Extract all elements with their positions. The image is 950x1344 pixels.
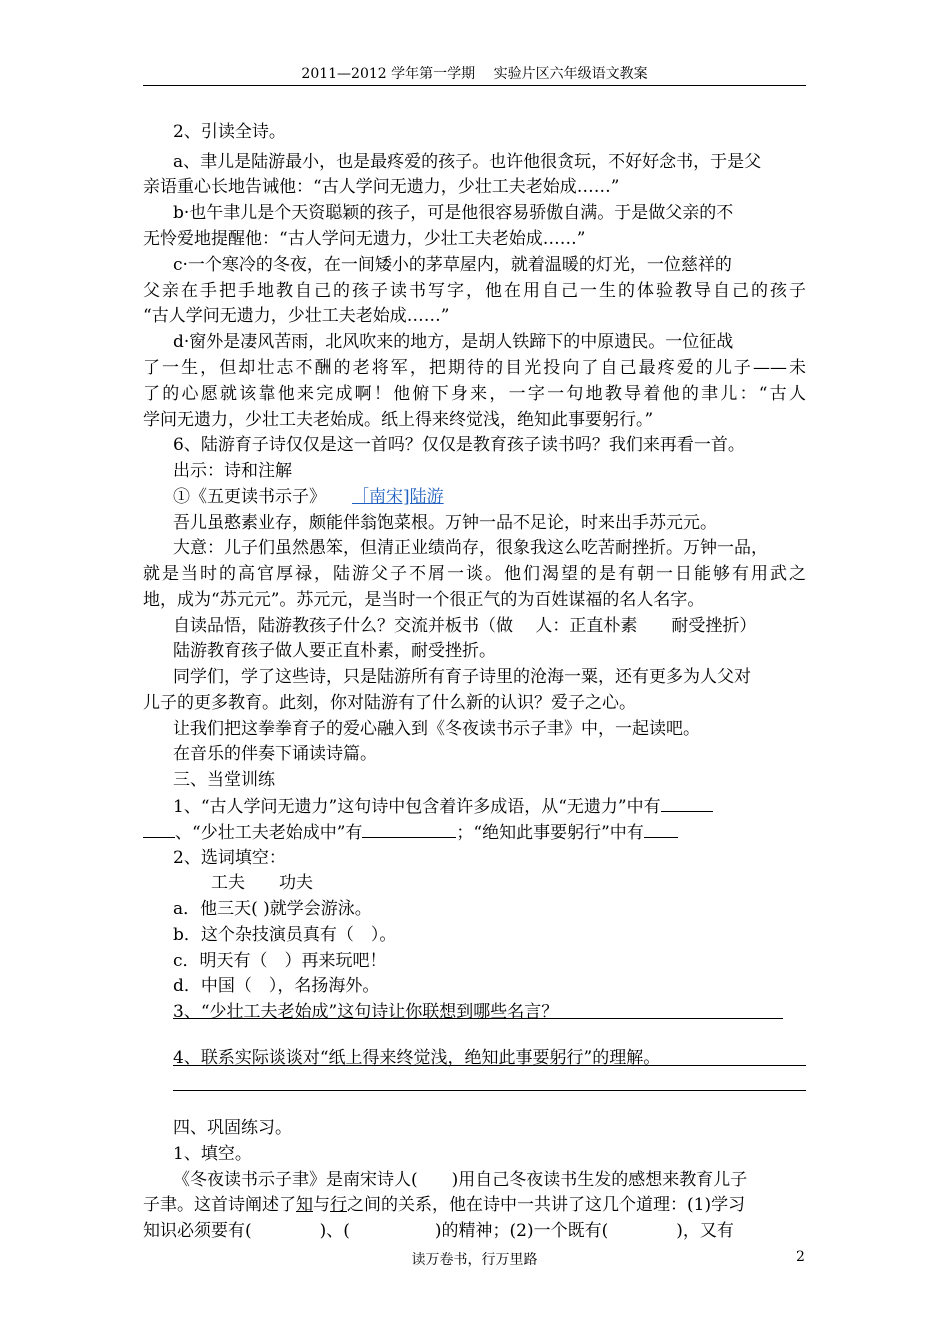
paragraph: 无怜爱地提醒他：“古人学问无遗力，少壮工夫老始成……” bbox=[143, 229, 586, 249]
page-footer: 读万卷书，行万里路 bbox=[411, 1252, 538, 1268]
poem-title: ①《五更读书示子》 bbox=[173, 487, 326, 507]
paragraph: 6、陆游育子诗仅仅是这一首吗？仅仅是教育孩子读书吗？我们来再看一首。 bbox=[173, 435, 745, 455]
page-number: 2 bbox=[796, 1249, 805, 1265]
answer-blank[interactable] bbox=[362, 821, 456, 838]
exercise-line: 知识必须要有( )、( )的精神；(2)一个既有( )，又有 bbox=[143, 1221, 734, 1241]
paragraph: b·也午聿儿是个天资聪颖的孩子，可是他很容易骄傲自满。于是做父亲的不 bbox=[173, 203, 734, 223]
exercise-line: b．这个杂技演员真有（ ）。 bbox=[173, 925, 397, 945]
exercise-line: 4、联系实际谈谈对“纸上得来终觉浅，绝知此事要躬行”的理解。 bbox=[173, 1048, 661, 1068]
paragraph: 了一生，但却壮志不酬的老将军，把期待的目光投向了自己最疼爱的儿子——未 bbox=[143, 358, 806, 378]
exercise-text: 、“少壮工夫老始成中”有 bbox=[175, 823, 363, 843]
answer-line[interactable] bbox=[173, 1090, 806, 1091]
paragraph: 就是当时的高官厚禄，陆游父子不屑一谈。他们渴望的是有朝一日能够有用武之 bbox=[143, 564, 806, 584]
paragraph: c·一个寒冷的冬夜，在一间矮小的茅草屋内，就着温暖的灯光，一位慈祥的 bbox=[173, 255, 732, 275]
page-header: 2011—2012 学年第一学期 实验片区六年级语文教案 bbox=[301, 66, 648, 82]
exercise-text: 与 bbox=[313, 1195, 330, 1215]
paragraph: 陆游教育孩子做人要正直朴素，耐受挫折。 bbox=[173, 641, 496, 661]
paragraph: 儿子的更多教育。此刻，你对陆游有了什么新的认识？爱子之心。 bbox=[143, 693, 636, 713]
paragraph: 父亲在手把手地教自己的孩子读书写字，他在用自己一生的体验教导自己的孩子 bbox=[143, 281, 806, 301]
paragraph: 亲语重心长地告诫他：“古人学问无遗力，少壮工夫老始成……” bbox=[143, 177, 620, 197]
poet-link[interactable]: ［南宋]陆游 bbox=[352, 487, 444, 507]
word-choices: 工夫 功夫 bbox=[211, 873, 313, 893]
paragraph: 地，成为“苏元元”。苏元元，是当时一个很正气的为百姓谋福的名人名字。 bbox=[143, 590, 705, 610]
exercise-line bbox=[143, 821, 806, 844]
underlined-word: 知 bbox=[296, 1195, 313, 1215]
exercise-line bbox=[173, 795, 713, 818]
header-rule bbox=[143, 85, 806, 86]
paragraph: “古人学问无遗力，少壮工夫老始成……” bbox=[143, 306, 450, 326]
exercise-line: a．他三天( )就学会游泳。 bbox=[173, 899, 372, 919]
paragraph: 学问无遗力，少壮工夫老始成。纸上得来终觉浅，绝知此事要躬行。” bbox=[143, 410, 654, 430]
underlined-word: 行 bbox=[330, 1195, 347, 1215]
section-heading: 三、当堂训练 bbox=[173, 770, 275, 790]
exercise-text: 子聿。这首诗阐述了 bbox=[143, 1195, 296, 1215]
exercise-line: 《冬夜读书示子聿》是南宋诗人( )用自己冬夜读书生发的感想来教育儿子 bbox=[173, 1170, 748, 1190]
paragraph: 在音乐的伴奏下诵读诗篇。 bbox=[173, 744, 377, 764]
answer-line[interactable] bbox=[173, 1018, 783, 1019]
exercise-line: 3、“少壮工夫老始成”这句诗让你联想到哪些名言？ bbox=[173, 1002, 559, 1022]
exercise-text: 1、“古人学问无遗力”这句诗中包含着许多成语，从“无遗力”中有 bbox=[173, 797, 661, 817]
answer-blank[interactable] bbox=[661, 795, 713, 812]
paragraph: 2、引读全诗。 bbox=[173, 122, 286, 142]
paragraph: a、聿儿是陆游最小，也是最疼爱的孩子。也许他很贪玩，不好好念书，于是父 bbox=[173, 152, 762, 172]
paragraph: 自读品悟，陆游教孩子什么？交流并板书（做 人：正直朴素 耐受挫折） bbox=[173, 616, 757, 636]
answer-blank[interactable] bbox=[644, 821, 678, 838]
exercise-line: c．明天有（ ）再来玩吧！ bbox=[173, 951, 387, 971]
answer-blank[interactable] bbox=[143, 821, 175, 838]
exercise-line: d．中国（ ），名扬海外。 bbox=[173, 976, 380, 996]
exercise-line: 2、选词填空： bbox=[173, 848, 286, 868]
paragraph: 了的心愿就该靠他来完成啊！他俯下身来，一字一句地教导着他的聿儿：“古人 bbox=[143, 384, 806, 404]
paragraph: 同学们，学了这些诗，只是陆游所有育子诗里的沧海一粟，还有更多为人父对 bbox=[173, 667, 751, 687]
exercise-text: ；“绝知此事要躬行”中有 bbox=[456, 823, 644, 843]
exercise-text: 之间的关系，他在诗中一共讲了这几个道理：(1)学习 bbox=[347, 1195, 746, 1215]
paragraph: 让我们把这拳拳育子的爱心融入到《冬夜读书示子聿》中，一起读吧。 bbox=[173, 719, 700, 739]
paragraph: d·窗外是凄风苦雨，北风吹来的地方，是胡人铁蹄下的中原遗民。一位征战 bbox=[173, 332, 734, 352]
paragraph: 大意：儿子们虽然愚笨，但清正业绩尚存，很象我这么吃苦耐挫折。万钟一品， bbox=[173, 538, 768, 558]
poem-text: 吾儿虽憨素业存，颇能伴翁饱菜根。万钟一品不足论，时来出手苏元元。 bbox=[173, 513, 717, 533]
section-heading: 四、巩固练习。 bbox=[173, 1118, 292, 1138]
answer-line[interactable] bbox=[173, 1065, 806, 1066]
exercise-line: 1、填空。 bbox=[173, 1144, 252, 1164]
paragraph: 出示：诗和注解 bbox=[173, 461, 292, 481]
poem-title-line bbox=[173, 486, 444, 508]
exercise-line bbox=[143, 1194, 806, 1216]
